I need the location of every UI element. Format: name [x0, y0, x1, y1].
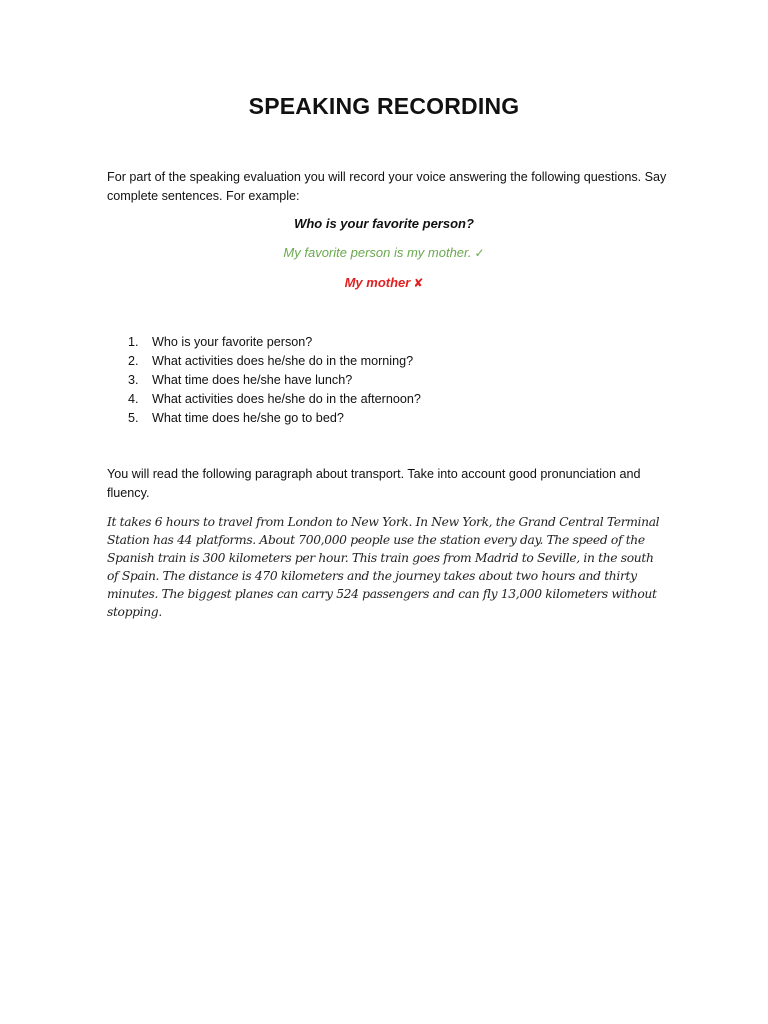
list-item [128, 352, 421, 371]
correct-answer-text: My favorite person is my mother. [283, 245, 472, 260]
instructions-text: For part of the speaking evaluation you will record your voice answering the following questions. Say complete sentences. For example: [107, 170, 667, 203]
question-text: Who is your favorite person? [152, 335, 313, 349]
reading-paragraph: It takes 6 hours to travel from London to New York. In New York, the Grand Central Terminal Station has 44 platforms. About 700,000 people use the station every day. The speed of the Spanish train is 300 kilometers per hour. This train goes from Madrid to Seville, in the south of Spain. The distance is 470 kilometers and the journey takes about two hours and thirty minutes. The biggest planes can carry 524 passengers and can fly 13,000 kilometers without stopping. [107, 515, 660, 619]
question-text: What time does he/she have lunch? [152, 373, 353, 387]
paragraph-instructions: You will read the following paragraph about transport. Take into account good pronunciation and fluency. [107, 467, 641, 500]
question-text: What activities does he/she do in the morning? [152, 354, 414, 368]
question-number: 3. [128, 373, 139, 387]
list-item [128, 371, 421, 390]
incorrect-answer-text: My mother [344, 275, 411, 290]
question-number: 4. [128, 392, 139, 406]
question-number: 5. [128, 411, 139, 425]
question-number: 1. [128, 335, 139, 349]
page-title: SPEAKING RECORDING [248, 93, 520, 119]
check-icon: ✓ [474, 246, 485, 260]
list-item [128, 409, 421, 428]
list-item [128, 333, 421, 352]
question-text: What activities does he/she do in the afternoon? [152, 392, 421, 406]
question-number: 2. [128, 354, 139, 368]
question-list [128, 333, 421, 428]
list-item [128, 390, 421, 409]
example-question: Who is your favorite person? [294, 216, 474, 231]
cross-icon: ✘ [413, 276, 424, 290]
question-text: What time does he/she go to bed? [152, 411, 344, 425]
example-correct-answer [0, 245, 768, 260]
example-incorrect-answer [0, 275, 768, 290]
